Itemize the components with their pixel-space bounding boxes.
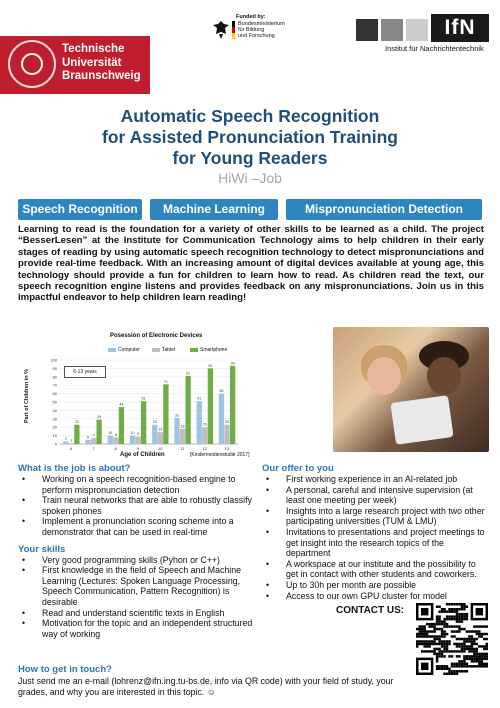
bar-computer-7 (85, 440, 90, 444)
list-item: • Up to 30h per month are possible (262, 580, 486, 591)
bar-computer-11 (174, 418, 179, 444)
getin-heading: How to get in touch? (18, 664, 112, 675)
data-label: 10 (108, 431, 113, 436)
x-tick-label: 9 (136, 446, 139, 451)
legend-smartphone: Smartphone (190, 347, 227, 353)
y-tick-label: 90 (52, 365, 57, 371)
ifn-logo: IfN (431, 14, 489, 42)
bar-computer-10 (152, 425, 157, 444)
data-label: 1 (70, 438, 73, 443)
ministry-name: Bundesministerium für Bildung und Forschung (238, 21, 285, 40)
list-item: • Very good programming skills (Pyhon or C++) (18, 555, 258, 566)
data-label: 29 (97, 415, 102, 420)
page-title: Automatic Speech Recognition for Assisted Pronunciation Training for Young Readers (102, 106, 398, 168)
x-tick-label: 8 (114, 446, 117, 451)
y-tick-label: 80 (52, 374, 57, 380)
skills-list (18, 555, 258, 640)
data-label: 81 (186, 371, 191, 376)
funded-by-label: Funded by: (236, 14, 266, 20)
data-label: 60 (219, 389, 224, 394)
list-item: • A personal, careful and intensive supervision (at least one meeting per week) (262, 485, 486, 506)
list-item: • A workspace at our institute and the possibility to get in contact with other students and coworkers. (262, 559, 486, 580)
x-tick-label: 12 (202, 446, 207, 451)
children-with-tablet-photo (333, 327, 489, 452)
bar-tablet-11 (180, 429, 185, 444)
bar-computer-9 (130, 436, 135, 444)
job-heading: What is the job is about? (18, 463, 131, 474)
chart-title: Posession of Electronic Devices (110, 333, 203, 339)
bar-computer-8 (108, 436, 113, 444)
y-tick-label: 30 (52, 416, 57, 422)
intro-paragraph: Learning to read is the foundation for a variety of other skills to be learned as a child. The project “BesserLesen” at the Institute for Communication Technology aims to help children in their early stages of reading by using automatic speech recognition technology to detect mispronunciations and provide real-time feedback. With an increasing amount of digital devices available at young age, this technology should provide a fun for children to learn how to read. As children read the text, our speech recognition engine listens and provides feedback on any mispronunciations. Join us in this impactful endeavor to help children learn reading! (18, 224, 484, 304)
data-label: 44 (119, 402, 124, 407)
data-label: 8 (114, 432, 117, 437)
y-tick-label: 70 (52, 382, 57, 388)
offer-list (262, 474, 486, 601)
list-item: • Read and understand scientific texts in English (18, 608, 258, 619)
data-label: 14 (158, 427, 163, 432)
tag-mispronunciation-detection: Mispronunciation Detection (286, 199, 482, 220)
data-label: 10 (130, 431, 135, 436)
bar-smartphone-9 (141, 401, 146, 444)
data-label: 23 (74, 420, 79, 425)
data-label: 9 (137, 431, 140, 436)
bar-smartphone-12 (208, 368, 213, 444)
right-column (262, 463, 486, 601)
federal-eagle-icon (212, 20, 230, 40)
list-item: • Invitations to presentations and project meetings to get insight into the research topics of the department (262, 527, 486, 559)
y-tick-label: 20 (52, 424, 57, 430)
offer-heading: Our offer to you (262, 463, 334, 474)
list-item: • First working experience in an AI-related job (262, 474, 486, 485)
x-tick-label: 11 (180, 446, 185, 451)
data-label: 51 (141, 396, 146, 401)
y-tick-label: 40 (52, 407, 57, 413)
university-name: Technische Universität Braunschweig (62, 43, 141, 82)
data-label: 3 (64, 436, 67, 441)
data-label: 20 (202, 422, 207, 427)
legend-tablet: Tablet (152, 347, 175, 353)
bar-smartphone-11 (185, 376, 190, 444)
y-tick-label: 0 (54, 441, 57, 447)
qr-code-icon[interactable] (416, 603, 488, 675)
bar-computer-12 (197, 401, 202, 444)
tag-machine-learning: Machine Learning (150, 199, 278, 220)
getin-heading-wrap (18, 664, 112, 675)
ifn-logo-square-dark (356, 19, 378, 41)
bar-smartphone-13 (230, 366, 235, 444)
bar-smartphone-8 (119, 407, 124, 444)
x-tick-label: 13 (224, 446, 230, 451)
german-flag-stripe (232, 21, 235, 39)
bar-smartphone-10 (163, 384, 168, 444)
bar-tablet-13 (224, 425, 229, 444)
y-tick-label: 100 (50, 357, 57, 363)
x-tick-label: 6 (70, 446, 73, 451)
list-item: • Access to our own GPU cluster for model (262, 591, 486, 602)
institute-name: Institut für Nachrichtentechnik (385, 44, 484, 53)
university-seal-icon (8, 40, 56, 88)
getin-text: Just send me an e-mail (lohrenz@ifn.ing.tu-bs.de, info via QR code) with your field of study, your grades, and why you are interested in this topic. ☺ (18, 676, 394, 697)
job-list (18, 474, 258, 538)
bar-smartphone-6 (74, 425, 79, 444)
y-tick-label: 10 (52, 433, 57, 439)
list-item: • Motivation for the topic and an independent structured way of working (18, 618, 258, 639)
list-item: • Insights into a large research project with two other participating universities (TUM & LMU) (262, 506, 486, 527)
data-label: 51 (197, 396, 202, 401)
y-tick-label: 60 (52, 391, 57, 397)
bar-tablet-6 (69, 443, 74, 444)
list-item: • First knowledge in the field of Speech and Machine Learning (Lectures: Spoken Language Processing, Speech Communication, Pattern Recognition) is desirable (18, 565, 258, 607)
data-label: 71 (163, 379, 168, 384)
skills-heading: Your skills (18, 543, 66, 555)
page-subtitle: HiWi –Job (218, 170, 282, 186)
bar-computer-6 (63, 441, 68, 444)
chart-y-axis-label: Part of Children in % (24, 368, 30, 424)
bar-tablet-7 (91, 438, 96, 444)
data-label: 31 (175, 413, 180, 418)
bar-tablet-12 (202, 427, 207, 444)
data-label: 23 (225, 420, 230, 425)
ifn-logo-square-mid (381, 19, 403, 41)
x-tick-label: 10 (157, 446, 163, 451)
bar-computer-13 (219, 394, 224, 444)
list-item: • Working on a speech recognition-based engine to perform mispronunciation detection (18, 474, 258, 495)
list-item: • Implement a pronunciation scoring scheme into a demonstrator that can be used in real-time (18, 516, 258, 537)
list-item: • Train neural networks that are able to robustly classify spoken phones (18, 495, 258, 516)
data-label: 90 (208, 363, 213, 368)
tag-speech-recognition: Speech Recognition (18, 199, 142, 220)
data-label: 7 (92, 433, 95, 438)
x-tick-label: 7 (92, 446, 95, 451)
legend-computer: Computer (108, 347, 140, 353)
data-label: 5 (87, 435, 90, 440)
device-possession-chart (30, 332, 242, 460)
chart-source: [Kindermedienstudie 2017] (190, 452, 250, 458)
bar-tablet-8 (113, 437, 118, 444)
data-label: 23 (152, 420, 157, 425)
left-column (18, 463, 258, 639)
ifn-logo-square-light (406, 19, 428, 41)
data-label: 93 (230, 361, 235, 366)
chart-x-axis-label: Age of Children (120, 452, 165, 458)
contact-label: CONTACT US: (336, 605, 405, 616)
data-label: 18 (180, 424, 185, 429)
bar-smartphone-7 (96, 420, 101, 444)
bar-tablet-10 (158, 432, 163, 444)
chart-annotation: 6-13 years (64, 366, 106, 378)
bar-tablet-9 (135, 436, 140, 444)
y-tick-label: 50 (52, 399, 57, 405)
